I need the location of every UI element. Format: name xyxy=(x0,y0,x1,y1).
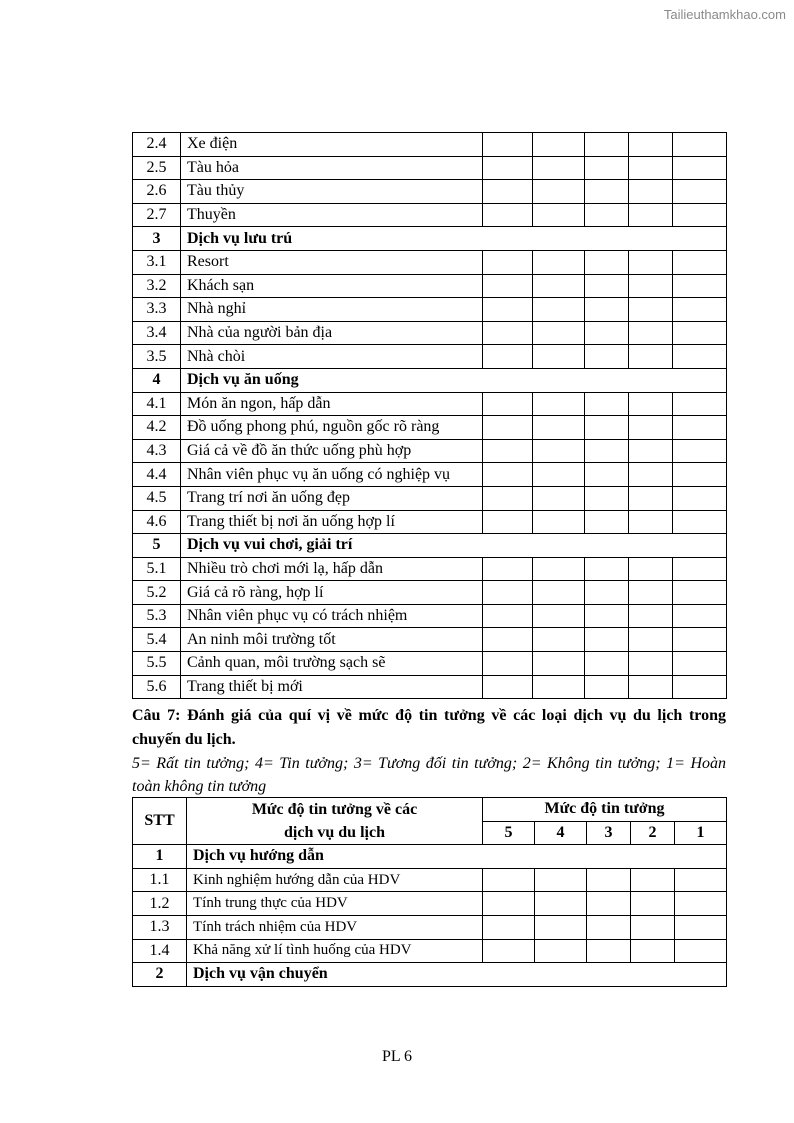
rating-cell[interactable] xyxy=(533,463,585,487)
row-label: Đồ uống phong phú, nguồn gốc rõ ràng xyxy=(181,416,483,440)
level-4: 4 xyxy=(535,821,587,845)
row-number: 4.6 xyxy=(133,510,181,534)
row-number: 2.5 xyxy=(133,156,181,180)
level-1: 1 xyxy=(675,821,727,845)
row-label: Trang thiết bị nơi ăn uống hợp lí xyxy=(181,510,483,534)
section-title: Dịch vụ ăn uống xyxy=(181,368,727,392)
rating-cell[interactable] xyxy=(675,892,727,916)
rating-cell[interactable] xyxy=(585,486,629,510)
row-number: 4.5 xyxy=(133,486,181,510)
rating-cell[interactable] xyxy=(483,321,533,345)
rating-cell[interactable] xyxy=(673,298,727,322)
row-label: Tàu thủy xyxy=(181,180,483,204)
row-number: 3.2 xyxy=(133,274,181,298)
table-row xyxy=(133,463,727,487)
level-5: 5 xyxy=(483,821,535,845)
rating-cell[interactable] xyxy=(483,581,533,605)
rating-cell[interactable] xyxy=(483,652,533,676)
rating-cell[interactable] xyxy=(533,345,585,369)
rating-cell[interactable] xyxy=(483,392,533,416)
rating-cell[interactable] xyxy=(533,156,585,180)
table-row xyxy=(133,345,727,369)
rating-cell[interactable] xyxy=(629,274,673,298)
row-number: 1 xyxy=(133,845,187,869)
rating-cell[interactable] xyxy=(483,915,535,939)
table-row xyxy=(133,510,727,534)
row-label: Tàu hỏa xyxy=(181,156,483,180)
rating-cell[interactable] xyxy=(585,345,629,369)
rating-cell[interactable] xyxy=(673,345,727,369)
rating-cell[interactable] xyxy=(629,675,673,699)
rating-cell[interactable] xyxy=(673,557,727,581)
table-row xyxy=(133,133,727,157)
rating-cell[interactable] xyxy=(533,628,585,652)
rating-cell[interactable] xyxy=(675,868,727,892)
rating-cell[interactable] xyxy=(673,416,727,440)
row-number: 2 xyxy=(133,963,187,987)
rating-cell[interactable] xyxy=(673,203,727,227)
rating-cell[interactable] xyxy=(673,392,727,416)
rating-cell[interactable] xyxy=(585,250,629,274)
table-row xyxy=(133,321,727,345)
rating-cell[interactable] xyxy=(673,652,727,676)
rating-cell[interactable] xyxy=(631,915,675,939)
rating-cell[interactable] xyxy=(631,868,675,892)
rating-cell[interactable] xyxy=(629,652,673,676)
rating-cell[interactable] xyxy=(585,510,629,534)
rating-cell[interactable] xyxy=(535,892,587,916)
rating-cell[interactable] xyxy=(483,892,535,916)
row-label: An ninh môi trường tốt xyxy=(181,628,483,652)
row-label: Nhà của người bản địa xyxy=(181,321,483,345)
rating-cell[interactable] xyxy=(533,557,585,581)
row-number: 4 xyxy=(133,368,181,392)
section-title: Dịch vụ hướng dẫn xyxy=(187,845,727,869)
section-row xyxy=(133,368,727,392)
rating-cell[interactable] xyxy=(533,675,585,699)
row-label: Giá cả rõ ràng, hợp lí xyxy=(181,581,483,605)
rating-cell[interactable] xyxy=(673,675,727,699)
rating-cell[interactable] xyxy=(673,250,727,274)
row-label: Resort xyxy=(181,250,483,274)
rating-cell[interactable] xyxy=(673,439,727,463)
rating-cell[interactable] xyxy=(587,939,631,963)
row-label: Thuyền xyxy=(181,203,483,227)
header-stt: STT xyxy=(133,798,187,845)
row-number: 1.4 xyxy=(133,939,187,963)
table-row xyxy=(133,604,727,628)
table-row xyxy=(133,298,727,322)
row-number: 5 xyxy=(133,534,181,558)
rating-cell[interactable] xyxy=(585,298,629,322)
table-row xyxy=(133,250,727,274)
rating-cell[interactable] xyxy=(629,203,673,227)
rating-cell[interactable] xyxy=(585,321,629,345)
rating-cell[interactable] xyxy=(533,604,585,628)
rating-cell[interactable] xyxy=(585,203,629,227)
row-label: Trang trí nơi ăn uống đẹp xyxy=(181,486,483,510)
row-label: Tính trung thực của HDV xyxy=(187,892,483,916)
table-row xyxy=(133,628,727,652)
rating-cell[interactable] xyxy=(533,133,585,157)
table-row xyxy=(133,392,727,416)
rating-cell[interactable] xyxy=(673,581,727,605)
rating-cell[interactable] xyxy=(585,133,629,157)
row-label: Cảnh quan, môi trường sạch sẽ xyxy=(181,652,483,676)
row-label: Nhân viên phục vụ có trách nhiệm xyxy=(181,604,483,628)
table-row xyxy=(133,675,727,699)
rating-cell[interactable] xyxy=(533,652,585,676)
rating-table-continued xyxy=(132,132,727,699)
row-number: 4.2 xyxy=(133,416,181,440)
section-title: Dịch vụ vui chơi, giải trí xyxy=(181,534,727,558)
rating-cell[interactable] xyxy=(629,180,673,204)
rating-cell[interactable] xyxy=(535,939,587,963)
rating-cell[interactable] xyxy=(673,604,727,628)
rating-cell[interactable] xyxy=(675,915,727,939)
rating-cell[interactable] xyxy=(673,321,727,345)
section-row xyxy=(133,963,727,987)
rating-cell[interactable] xyxy=(629,250,673,274)
table-row xyxy=(133,156,727,180)
row-label: Nhân viên phục vụ ăn uống có nghiệp vụ xyxy=(181,463,483,487)
rating-cell[interactable] xyxy=(673,156,727,180)
rating-cell[interactable] xyxy=(483,180,533,204)
rating-cell[interactable] xyxy=(585,463,629,487)
rating-cell[interactable] xyxy=(483,274,533,298)
rating-cell[interactable] xyxy=(483,298,533,322)
rating-cell[interactable] xyxy=(585,156,629,180)
table-row xyxy=(133,180,727,204)
rating-cell[interactable] xyxy=(629,604,673,628)
rating-cell[interactable] xyxy=(533,416,585,440)
rating-cell[interactable] xyxy=(585,604,629,628)
rating-cell[interactable] xyxy=(587,868,631,892)
rating-cell[interactable] xyxy=(629,321,673,345)
table-row xyxy=(133,274,727,298)
rating-cell[interactable] xyxy=(483,628,533,652)
row-number: 5.5 xyxy=(133,652,181,676)
rating-cell[interactable] xyxy=(629,345,673,369)
rating-cell[interactable] xyxy=(533,581,585,605)
rating-cell[interactable] xyxy=(585,180,629,204)
rating-cell[interactable] xyxy=(673,486,727,510)
rating-cell[interactable] xyxy=(483,416,533,440)
row-number: 5.2 xyxy=(133,581,181,605)
rating-cell[interactable] xyxy=(483,203,533,227)
table-row xyxy=(133,439,727,463)
rating-cell[interactable] xyxy=(483,939,535,963)
row-number: 5.3 xyxy=(133,604,181,628)
rating-cell[interactable] xyxy=(483,604,533,628)
row-label: Món ăn ngon, hấp dẫn xyxy=(181,392,483,416)
rating-cell[interactable] xyxy=(675,939,727,963)
table-row xyxy=(133,203,727,227)
rating-cell[interactable] xyxy=(585,416,629,440)
row-number: 1.2 xyxy=(133,892,187,916)
row-label: Xe điện xyxy=(181,133,483,157)
level-3: 3 xyxy=(587,821,631,845)
rating-cell[interactable] xyxy=(587,915,631,939)
rating-cell[interactable] xyxy=(673,133,727,157)
rating-cell[interactable] xyxy=(585,557,629,581)
rating-cell[interactable] xyxy=(629,156,673,180)
rating-cell[interactable] xyxy=(585,652,629,676)
rating-cell[interactable] xyxy=(629,486,673,510)
rating-cell[interactable] xyxy=(629,392,673,416)
rating-cell[interactable] xyxy=(587,892,631,916)
rating-cell[interactable] xyxy=(483,345,533,369)
rating-cell[interactable] xyxy=(533,392,585,416)
row-number: 5.6 xyxy=(133,675,181,699)
table-row xyxy=(133,915,727,939)
rating-cell[interactable] xyxy=(483,133,533,157)
table-row xyxy=(133,486,727,510)
rating-cell[interactable] xyxy=(585,392,629,416)
rating-cell[interactable] xyxy=(629,557,673,581)
section-row xyxy=(133,534,727,558)
row-label: Nhà nghỉ xyxy=(181,298,483,322)
row-number: 3.5 xyxy=(133,345,181,369)
row-label: Khách sạn xyxy=(181,274,483,298)
table-row xyxy=(133,868,727,892)
row-number: 3.3 xyxy=(133,298,181,322)
rating-cell[interactable] xyxy=(533,203,585,227)
rating-cell[interactable] xyxy=(629,439,673,463)
row-label: Giá cả về đồ ăn thức uống phù hợp xyxy=(181,439,483,463)
rating-scale-legend: 5= Rất tin tưởng; 4= Tin tưởng; 3= Tương đối tin tưởng; 2= Không tin tưởng; 1= Hoàn toàn không tin tưởng xyxy=(132,755,726,795)
rating-cell[interactable] xyxy=(629,510,673,534)
row-label: Kinh nghiệm hướng dẫn của HDV xyxy=(187,868,483,892)
table-row xyxy=(133,652,727,676)
trust-rating-table xyxy=(132,797,727,987)
table-row xyxy=(133,557,727,581)
rating-cell[interactable] xyxy=(533,250,585,274)
rating-cell[interactable] xyxy=(673,510,727,534)
row-label: Nhà chòi xyxy=(181,345,483,369)
row-number: 3.1 xyxy=(133,250,181,274)
rating-cell[interactable] xyxy=(483,486,533,510)
rating-cell[interactable] xyxy=(483,868,535,892)
rating-cell[interactable] xyxy=(629,416,673,440)
level-2: 2 xyxy=(631,821,675,845)
section-row xyxy=(133,845,727,869)
rating-cell[interactable] xyxy=(483,510,533,534)
rating-cell[interactable] xyxy=(533,321,585,345)
rating-cell[interactable] xyxy=(629,298,673,322)
header-service-line1: Mức độ tin tưởng về các xyxy=(251,801,418,819)
rating-cell[interactable] xyxy=(673,274,727,298)
rating-cell[interactable] xyxy=(533,486,585,510)
row-number: 4.4 xyxy=(133,463,181,487)
watermark: Tailieuthamkhao.com xyxy=(663,7,786,22)
table-row xyxy=(133,892,727,916)
rating-cell[interactable] xyxy=(673,628,727,652)
row-number: 5.1 xyxy=(133,557,181,581)
rating-cell[interactable] xyxy=(483,557,533,581)
question-7-title: Câu 7: Đánh giá của quí vị về mức độ tin tưởng về các loại dịch vụ du lịch trong chuyến du lịch. xyxy=(132,707,726,748)
rating-cell[interactable] xyxy=(533,298,585,322)
rating-cell[interactable] xyxy=(483,463,533,487)
row-number: 2.6 xyxy=(133,180,181,204)
rating-cell[interactable] xyxy=(585,274,629,298)
rating-cell[interactable] xyxy=(585,581,629,605)
rating-cell[interactable] xyxy=(535,868,587,892)
rating-cell[interactable] xyxy=(483,675,533,699)
table-row xyxy=(133,581,727,605)
rating-cell[interactable] xyxy=(673,463,727,487)
rating-cell[interactable] xyxy=(631,892,675,916)
row-number: 1.3 xyxy=(133,915,187,939)
rating-cell[interactable] xyxy=(533,180,585,204)
rating-cell[interactable] xyxy=(631,939,675,963)
rating-cell[interactable] xyxy=(483,250,533,274)
row-number: 2.7 xyxy=(133,203,181,227)
rating-cell[interactable] xyxy=(535,915,587,939)
page-number: PL 6 xyxy=(381,1048,413,1065)
section-row xyxy=(133,227,727,251)
rating-cell[interactable] xyxy=(483,439,533,463)
rating-cell[interactable] xyxy=(585,628,629,652)
rating-cell[interactable] xyxy=(483,156,533,180)
row-label: Khả năng xử lí tình huống của HDV xyxy=(187,939,483,963)
rating-cell[interactable] xyxy=(533,510,585,534)
header-trust-level: Mức độ tin tưởng xyxy=(483,798,727,822)
rating-cell[interactable] xyxy=(673,180,727,204)
rating-cell[interactable] xyxy=(533,439,585,463)
row-label: Trang thiết bị mới xyxy=(181,675,483,699)
rating-cell[interactable] xyxy=(533,274,585,298)
rating-cell[interactable] xyxy=(629,133,673,157)
row-label: Tính trách nhiệm của HDV xyxy=(187,915,483,939)
rating-cell[interactable] xyxy=(629,628,673,652)
table-row xyxy=(133,939,727,963)
rating-cell[interactable] xyxy=(585,675,629,699)
row-number: 3 xyxy=(133,227,181,251)
row-label: Nhiều trò chơi mới lạ, hấp dẫn xyxy=(181,557,483,581)
row-number: 2.4 xyxy=(133,133,181,157)
rating-cell[interactable] xyxy=(629,581,673,605)
section-title: Dịch vụ lưu trú xyxy=(181,227,727,251)
row-number: 3.4 xyxy=(133,321,181,345)
rating-cell[interactable] xyxy=(629,463,673,487)
row-number: 5.4 xyxy=(133,628,181,652)
section-title: Dịch vụ vận chuyển xyxy=(187,963,727,987)
rating-cell[interactable] xyxy=(585,439,629,463)
header-service-line2: dịch vụ du lịch xyxy=(284,824,385,842)
row-number: 1.1 xyxy=(133,868,187,892)
header-service xyxy=(187,798,483,845)
row-number: 4.3 xyxy=(133,439,181,463)
row-number: 4.1 xyxy=(133,392,181,416)
table-row xyxy=(133,416,727,440)
